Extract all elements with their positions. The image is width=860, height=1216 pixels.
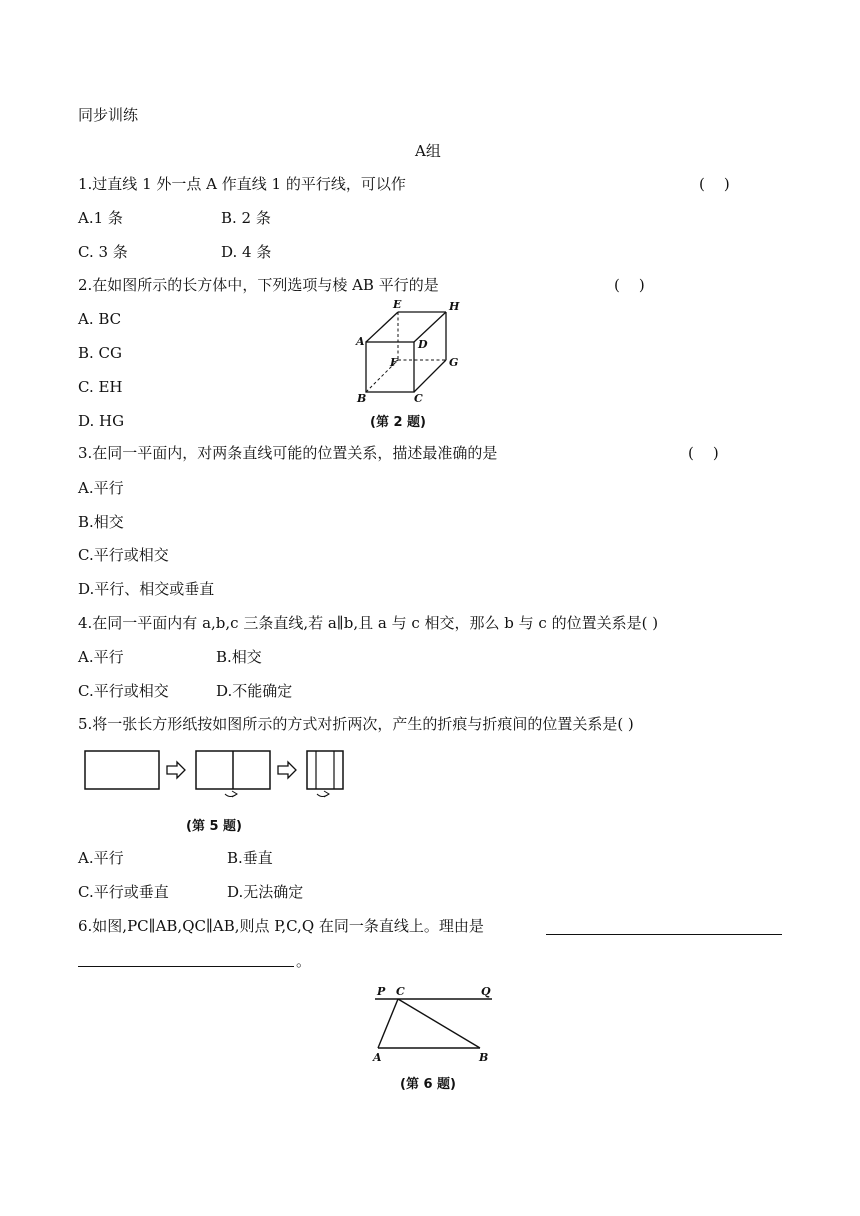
figure-5-caption: (第 5 题) [186,819,242,834]
question-4-option-a: A.平行 [78,648,124,666]
label-c: C [414,392,423,405]
question-2-option-c: C. EH [78,378,123,396]
question-3-option-c: C.平行或相交 [78,546,169,564]
question-1-option-a: A.1 条 [78,209,123,227]
answer-blank-line-1 [546,934,782,935]
question-3-option-b: B.相交 [78,513,124,531]
question-1-option-c: C. 3 条 [78,243,128,261]
label-a: A [356,335,365,348]
question-2-option-d: D. HG [78,412,125,430]
parallel-lines-triangle-figure [368,982,508,1064]
question-1-option-d: D. 4 条 [221,243,272,261]
question-2-option-b: B. CG [78,344,123,362]
figure-2-caption: (第 2 题) [370,415,426,430]
question-5-option-a: A.平行 [78,849,124,867]
question-4-option-d: D.不能确定 [216,682,293,700]
question-1-answer-bracket: ( ) [699,175,730,193]
cuboid-figure [350,296,470,408]
label-b: B [479,1051,489,1064]
figure-6-caption: (第 6 题) [400,1077,456,1092]
label-q: Q [481,985,491,998]
label-f: F [390,356,398,369]
question-4-option-b: B.相交 [216,648,262,666]
question-3-option-a: A.平行 [78,479,124,497]
label-b: B [357,392,367,405]
label-c: C [396,985,405,998]
question-2-stem: 2.在如图所示的长方体中，下列选项与棱 AB 平行的是 [78,276,439,294]
group-label: A组 [415,142,441,160]
label-e: E [393,298,402,311]
question-5-option-c: C.平行或垂直 [78,883,169,901]
question-4-stem: 4.在同一平面内有 a,b,c 三条直线,若 a∥b,且 a 与 c 相交，那么 b 与 c 的位置关系是( ) [78,614,659,632]
question-5-option-b: B.垂直 [227,849,273,867]
question-3-option-d: D.平行、相交或垂直 [78,580,215,598]
label-d: D [418,338,428,351]
question-5-option-d: D.无法确定 [227,883,304,901]
question-4-option-c: C.平行或相交 [78,682,169,700]
label-h: H [449,300,460,313]
answer-end-mark: 。 [296,952,312,970]
question-5-stem: 5.将一张长方形纸按如图所示的方式对折两次，产生的折痕与折痕间的位置关系是( ) [78,715,634,733]
question-3-answer-bracket: ( ) [688,444,719,462]
label-g: G [449,356,459,369]
answer-blank-line-2 [78,966,294,967]
question-1-stem: 1.过直线 1 外一点 A 作直线 1 的平行线，可以作 [78,175,406,193]
label-p: P [377,985,386,998]
paper-folding-figure [80,746,360,806]
label-a: A [373,1051,382,1064]
question-1-option-b: B. 2 条 [221,209,271,227]
question-3-stem: 3.在同一平面内，对两条直线可能的位置关系，描述最准确的是 [78,444,498,462]
question-2-option-a: A. BC [78,310,122,328]
section-title: 同步训练 [78,106,139,124]
question-2-answer-bracket: ( ) [614,276,645,294]
question-6-stem: 6.如图,PC∥AB,QC∥AB,则点 P,C,Q 在同一条直线上。理由是 [78,917,484,935]
